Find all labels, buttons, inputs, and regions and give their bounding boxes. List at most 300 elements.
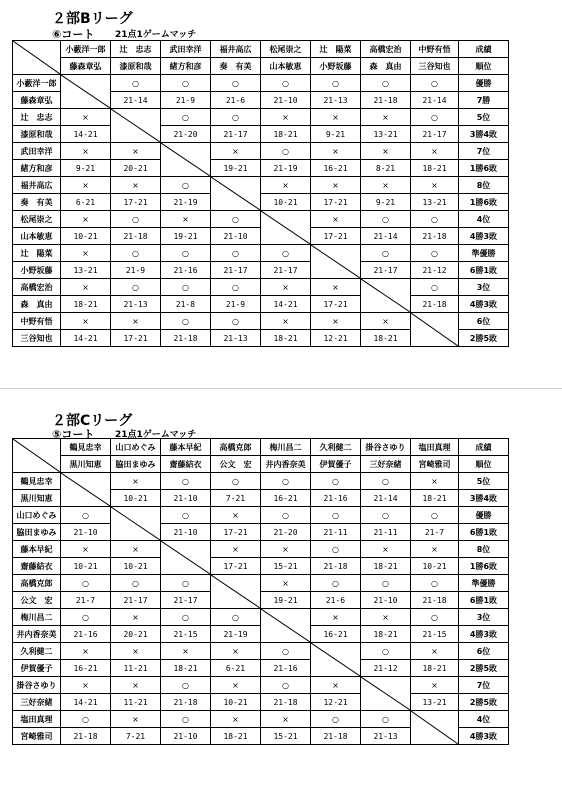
- game-score: 21-18: [411, 592, 459, 609]
- game-score: 21-15: [161, 626, 211, 643]
- final-rank: 6位: [459, 643, 509, 660]
- game-score: 21-18: [261, 694, 311, 711]
- result-mark: ×: [61, 109, 111, 126]
- result-mark: ×: [261, 711, 311, 728]
- game-score: 18-21: [411, 160, 459, 177]
- row-header-player2: 井内香奈美: [13, 626, 61, 643]
- game-score: 7-21: [211, 490, 261, 507]
- column-header-player1: 辻 陽菜: [311, 41, 361, 58]
- corner-cell: [13, 41, 61, 75]
- game-score: 21-12: [361, 660, 411, 677]
- column-header-player2: 黒川知恵: [61, 456, 111, 473]
- column-header-player2: 小野坂藤: [311, 58, 361, 75]
- self-match-cell: [161, 143, 211, 177]
- win-loss-record: 4勝3敗: [459, 228, 509, 245]
- game-score: 18-21: [411, 660, 459, 677]
- win-loss-record: 1勝6敗: [459, 160, 509, 177]
- game-score: 21-9: [211, 296, 261, 313]
- game-score: 21-10: [261, 92, 311, 109]
- result-mark: ×: [411, 677, 459, 694]
- row-header-player1: 高橋宏治: [13, 279, 61, 296]
- result-mark: ○: [211, 75, 261, 92]
- result-mark: ×: [311, 143, 361, 160]
- game-score: 8-21: [361, 160, 411, 177]
- diagonal-line: [111, 507, 160, 540]
- row-header-player2: 伊賀優子: [13, 660, 61, 677]
- result-mark: ×: [111, 711, 161, 728]
- row-header-player1: 高橋克郎: [13, 575, 61, 592]
- table-row: [13, 245, 509, 262]
- result-mark: ×: [311, 109, 361, 126]
- game-score: 21-18: [61, 728, 111, 745]
- game-score: 6-21: [211, 660, 261, 677]
- game-score: 21-17: [361, 262, 411, 279]
- self-match-cell: [61, 473, 111, 507]
- table-row: [13, 694, 509, 711]
- game-score: 10-21: [111, 490, 161, 507]
- game-score: 9-21: [61, 160, 111, 177]
- table-row: [13, 541, 509, 558]
- result-mark: ○: [361, 643, 411, 660]
- game-score: 21-17: [211, 126, 261, 143]
- result-mark: ○: [161, 677, 211, 694]
- diagonal-line: [361, 279, 410, 312]
- game-score: 18-21: [261, 126, 311, 143]
- game-score: 21-16: [311, 490, 361, 507]
- column-header-player2: 井内香奈美: [261, 456, 311, 473]
- diagonal-line: [311, 245, 360, 278]
- section-divider: [0, 388, 562, 409]
- row-header-player2: 齋藤結衣: [13, 558, 61, 575]
- column-header-player2: 齋藤結衣: [161, 456, 211, 473]
- result-mark: ○: [361, 507, 411, 524]
- result-mark: ○: [211, 211, 261, 228]
- result-mark: ○: [411, 75, 459, 92]
- game-score: 21-18: [411, 296, 459, 313]
- column-header-player1: 福井高広: [211, 41, 261, 58]
- result-mark: ×: [211, 711, 261, 728]
- result-mark: ○: [111, 245, 161, 262]
- self-match-cell: [211, 177, 261, 211]
- result-mark: ○: [361, 575, 411, 592]
- game-score: 21-10: [361, 592, 411, 609]
- row-header-player1: 山口めぐみ: [13, 507, 61, 524]
- rank-header: 順位: [459, 456, 509, 473]
- game-score: 21-10: [161, 524, 211, 541]
- game-score: 18-21: [161, 660, 211, 677]
- result-mark: ○: [411, 245, 459, 262]
- game-score: 18-21: [361, 558, 411, 575]
- game-score: 21-7: [61, 592, 111, 609]
- column-header-player2: 公文 宏: [211, 456, 261, 473]
- court-label: ⑤コート: [52, 428, 95, 441]
- column-header-player2: 伊賀優子: [311, 456, 361, 473]
- final-rank: 優勝: [459, 75, 509, 92]
- result-mark: ×: [211, 143, 261, 160]
- result-mark: ×: [311, 279, 361, 296]
- game-score: 14-21: [261, 296, 311, 313]
- result-mark: ○: [311, 541, 361, 558]
- game-score: 21-16: [261, 660, 311, 677]
- game-score: 12-21: [311, 330, 361, 347]
- result-mark: ×: [361, 541, 411, 558]
- result-mark: ×: [261, 279, 311, 296]
- game-score: 11-21: [111, 694, 161, 711]
- column-header-player1: 辻 忠志: [111, 41, 161, 58]
- column-header-player2: 三谷知也: [411, 58, 459, 75]
- result-mark: ×: [411, 143, 459, 160]
- table-row: [13, 262, 509, 279]
- game-score: 19-21: [211, 160, 261, 177]
- final-rank: 4位: [459, 711, 509, 728]
- result-mark: ×: [61, 279, 111, 296]
- game-score: 21-18: [161, 330, 211, 347]
- result-mark: ○: [361, 211, 411, 228]
- rank-header: 順位: [459, 58, 509, 75]
- results-header: 成績: [459, 439, 509, 456]
- game-score: 15-21: [261, 728, 311, 745]
- game-score: 10-21: [261, 194, 311, 211]
- row-header-player2: 公文 宏: [13, 592, 61, 609]
- diagonal-line: [211, 575, 260, 608]
- game-score: 21-14: [361, 228, 411, 245]
- diagonal-line: [13, 439, 60, 472]
- result-mark: ×: [161, 643, 211, 660]
- game-score: 10-21: [411, 558, 459, 575]
- game-score: 21-13: [111, 296, 161, 313]
- result-mark: ×: [211, 541, 261, 558]
- self-match-cell: [211, 575, 261, 609]
- row-header-player2: 漆原和哉: [13, 126, 61, 143]
- table-row: [13, 75, 509, 92]
- result-mark: ×: [111, 313, 161, 330]
- game-score: 10-21: [211, 694, 261, 711]
- column-header-player1: 梅川昌二: [261, 439, 311, 456]
- row-header-player1: 辻 陽菜: [13, 245, 61, 262]
- result-mark: ×: [311, 609, 361, 626]
- game-score: 14-21: [61, 126, 111, 143]
- result-mark: ○: [411, 279, 459, 296]
- result-mark: ×: [211, 507, 261, 524]
- game-score: 21-9: [111, 262, 161, 279]
- game-score: 13-21: [361, 126, 411, 143]
- result-mark: ○: [311, 473, 361, 490]
- result-mark: ○: [61, 507, 111, 524]
- table-row: [13, 643, 509, 660]
- result-mark: ×: [261, 541, 311, 558]
- game-score: 21-10: [61, 524, 111, 541]
- column-header-player1: 掛谷さゆり: [361, 439, 411, 456]
- result-mark: ○: [361, 245, 411, 262]
- game-score: 21-13: [211, 330, 261, 347]
- game-score: 13-21: [61, 262, 111, 279]
- diagonal-line: [261, 211, 310, 244]
- header-row: [13, 456, 509, 473]
- game-score: 14-21: [61, 330, 111, 347]
- result-mark: ○: [211, 609, 261, 626]
- column-header-player2: 三好奈緒: [361, 456, 411, 473]
- self-match-cell: [411, 711, 459, 745]
- result-mark: ×: [411, 177, 459, 194]
- self-match-cell: [261, 609, 311, 643]
- result-mark: ○: [161, 711, 211, 728]
- result-mark: ×: [61, 143, 111, 160]
- game-score: 21-12: [411, 262, 459, 279]
- game-score: 21-7: [411, 524, 459, 541]
- game-score: 21-13: [361, 728, 411, 745]
- self-match-cell: [361, 279, 411, 313]
- result-mark: ○: [211, 279, 261, 296]
- game-score: 21-14: [111, 92, 161, 109]
- result-mark: ×: [211, 643, 261, 660]
- results-header: 成績: [459, 41, 509, 58]
- column-header-player1: 塩田真理: [411, 439, 459, 456]
- game-score: 21-15: [411, 626, 459, 643]
- game-score: 21-14: [411, 92, 459, 109]
- row-header-player1: 梅川昌二: [13, 609, 61, 626]
- game-score: 21-10: [161, 728, 211, 745]
- game-score: 13-21: [411, 194, 459, 211]
- result-mark: ×: [361, 609, 411, 626]
- row-header-player1: 福井高広: [13, 177, 61, 194]
- game-score: 21-9: [161, 92, 211, 109]
- result-mark: ×: [311, 211, 361, 228]
- final-rank: 準優勝: [459, 575, 509, 592]
- column-header-player2: 藤森章弘: [61, 58, 111, 75]
- result-mark: ×: [261, 313, 311, 330]
- table-row: [13, 660, 509, 677]
- final-rank: 5位: [459, 109, 509, 126]
- game-score: 21-14: [361, 490, 411, 507]
- game-score: 21-11: [361, 524, 411, 541]
- game-score: 17-21: [211, 558, 261, 575]
- result-mark: ○: [361, 75, 411, 92]
- result-mark: ×: [111, 643, 161, 660]
- result-mark: ○: [61, 575, 111, 592]
- column-header-player1: 高橋宏治: [361, 41, 411, 58]
- result-mark: ×: [411, 473, 459, 490]
- game-score: 15-21: [261, 558, 311, 575]
- row-header-player2: 黒川知恵: [13, 490, 61, 507]
- row-header-player2: 山本敏恵: [13, 228, 61, 245]
- final-rank: 8位: [459, 177, 509, 194]
- column-header-player1: 武田幸洋: [161, 41, 211, 58]
- column-header-player1: 藤本早紀: [161, 439, 211, 456]
- table-row: [13, 194, 509, 211]
- win-loss-record: 3勝4敗: [459, 490, 509, 507]
- win-loss-record: 3勝4敗: [459, 126, 509, 143]
- diagonal-line: [161, 143, 210, 176]
- result-mark: ×: [361, 313, 411, 330]
- result-mark: ○: [211, 109, 261, 126]
- game-score: 16-21: [311, 626, 361, 643]
- row-header-player2: 藤森章弘: [13, 92, 61, 109]
- result-mark: ×: [411, 541, 459, 558]
- game-score: 16-21: [261, 490, 311, 507]
- result-mark: ○: [261, 643, 311, 660]
- table-row: [13, 592, 509, 609]
- game-score: 18-21: [261, 330, 311, 347]
- self-match-cell: [261, 211, 311, 245]
- result-mark: ○: [311, 507, 361, 524]
- game-score: 21-17: [261, 262, 311, 279]
- game-score: 9-21: [311, 126, 361, 143]
- column-header-player1: 中野有悟: [411, 41, 459, 58]
- row-header-player1: 久利健二: [13, 643, 61, 660]
- column-header-player1: 久利健二: [311, 439, 361, 456]
- result-mark: ×: [61, 177, 111, 194]
- result-mark: ×: [361, 109, 411, 126]
- diagonal-line: [261, 609, 310, 642]
- column-header-player2: 脇田まゆみ: [111, 456, 161, 473]
- game-score: 11-21: [111, 660, 161, 677]
- row-header-player1: 掛谷さゆり: [13, 677, 61, 694]
- game-score: 21-8: [161, 296, 211, 313]
- win-loss-record: 4勝3敗: [459, 626, 509, 643]
- final-rank: 3位: [459, 279, 509, 296]
- result-mark: ×: [111, 177, 161, 194]
- result-mark: ○: [161, 177, 211, 194]
- result-mark: ○: [261, 245, 311, 262]
- table-row: [13, 177, 509, 194]
- diagonal-line: [61, 75, 110, 108]
- game-score: 17-21: [111, 330, 161, 347]
- result-mark: ×: [261, 177, 311, 194]
- column-header-player2: 宮崎雅司: [411, 456, 459, 473]
- final-rank: 5位: [459, 473, 509, 490]
- diagonal-line: [311, 643, 360, 676]
- table-row: [13, 143, 509, 160]
- result-mark: ×: [111, 143, 161, 160]
- game-score: 21-10: [161, 490, 211, 507]
- result-mark: ×: [311, 677, 361, 694]
- result-mark: ×: [261, 575, 311, 592]
- final-rank: 6位: [459, 313, 509, 330]
- table-row: [13, 473, 509, 490]
- table-row: [13, 677, 509, 694]
- row-header-player2: 脇田まゆみ: [13, 524, 61, 541]
- result-mark: ○: [161, 245, 211, 262]
- win-loss-record: 2勝5敗: [459, 660, 509, 677]
- match-format: 21点1ゲームマッチ: [115, 430, 197, 440]
- result-mark: ○: [211, 473, 261, 490]
- column-header-player1: 山口めぐみ: [111, 439, 161, 456]
- game-score: 19-21: [261, 592, 311, 609]
- table-row: [13, 609, 509, 626]
- game-score: 18-21: [61, 296, 111, 313]
- game-score: 18-21: [361, 626, 411, 643]
- row-header-player2: 小野坂藤: [13, 262, 61, 279]
- win-loss-record: 7勝: [459, 92, 509, 109]
- game-score: 17-21: [311, 296, 361, 313]
- result-mark: ×: [361, 143, 411, 160]
- row-header-player2: 森 真由: [13, 296, 61, 313]
- win-loss-record: 1勝6敗: [459, 194, 509, 211]
- column-header-player1: 小藪洋一郎: [61, 41, 111, 58]
- result-mark: ○: [161, 313, 211, 330]
- result-mark: ○: [61, 609, 111, 626]
- result-mark: ○: [411, 575, 459, 592]
- game-score: 21-18: [361, 92, 411, 109]
- result-mark: ×: [411, 643, 459, 660]
- game-score: 16-21: [311, 160, 361, 177]
- game-score: 21-17: [411, 126, 459, 143]
- game-score: 21-17: [111, 592, 161, 609]
- result-mark: ○: [161, 609, 211, 626]
- row-header-player2: 奏 有美: [13, 194, 61, 211]
- result-mark: ○: [311, 575, 361, 592]
- result-mark: ×: [61, 313, 111, 330]
- game-score: 21-18: [411, 228, 459, 245]
- final-rank: 7位: [459, 143, 509, 160]
- diagonal-line: [161, 541, 210, 574]
- row-header-player1: 塩田真理: [13, 711, 61, 728]
- win-loss-record: 6勝1敗: [459, 262, 509, 279]
- game-score: 21-17: [161, 592, 211, 609]
- game-score: 20-21: [111, 626, 161, 643]
- game-score: 10-21: [111, 558, 161, 575]
- win-loss-record: 6勝1敗: [459, 524, 509, 541]
- result-mark: ○: [161, 507, 211, 524]
- result-mark: ○: [161, 279, 211, 296]
- header-row: [13, 41, 509, 58]
- result-mark: ×: [161, 211, 211, 228]
- table-row: [13, 126, 509, 143]
- game-score: 19-21: [161, 228, 211, 245]
- result-mark: ○: [261, 507, 311, 524]
- self-match-cell: [61, 75, 111, 109]
- self-match-cell: [111, 109, 161, 143]
- result-mark: ○: [261, 143, 311, 160]
- result-mark: ×: [311, 177, 361, 194]
- result-mark: ○: [311, 711, 361, 728]
- league-c-results-table: [12, 438, 509, 745]
- result-mark: ○: [361, 711, 411, 728]
- table-row: [13, 711, 509, 728]
- game-score: 7-21: [111, 728, 161, 745]
- game-score: 21-16: [61, 626, 111, 643]
- row-header-player1: 武田幸洋: [13, 143, 61, 160]
- game-score: 21-6: [211, 92, 261, 109]
- game-score: 21-13: [311, 92, 361, 109]
- league-b-results-table: [12, 40, 509, 347]
- column-header-player1: 鶴見忠幸: [61, 439, 111, 456]
- row-header-player1: 藤本早紀: [13, 541, 61, 558]
- row-header-player1: 辻 忠志: [13, 109, 61, 126]
- win-loss-record: 4勝3敗: [459, 296, 509, 313]
- row-header-player2: 宮崎雅司: [13, 728, 61, 745]
- diagonal-line: [411, 711, 458, 744]
- game-score: 21-19: [161, 194, 211, 211]
- final-rank: 7位: [459, 677, 509, 694]
- diagonal-line: [111, 109, 160, 142]
- header-row: [13, 58, 509, 75]
- game-score: 10-21: [61, 558, 111, 575]
- game-score: 21-18: [311, 728, 361, 745]
- self-match-cell: [311, 643, 361, 677]
- result-mark: ×: [111, 541, 161, 558]
- game-score: 21-20: [261, 524, 311, 541]
- game-score: 9-21: [361, 194, 411, 211]
- game-score: 6-21: [61, 194, 111, 211]
- result-mark: ○: [411, 211, 459, 228]
- row-header-player1: 松尾崇之: [13, 211, 61, 228]
- game-score: 18-21: [411, 490, 459, 507]
- self-match-cell: [161, 541, 211, 575]
- match-format: 21点1ゲームマッチ: [115, 30, 197, 40]
- game-score: 18-21: [211, 728, 261, 745]
- game-score: 21-6: [311, 592, 361, 609]
